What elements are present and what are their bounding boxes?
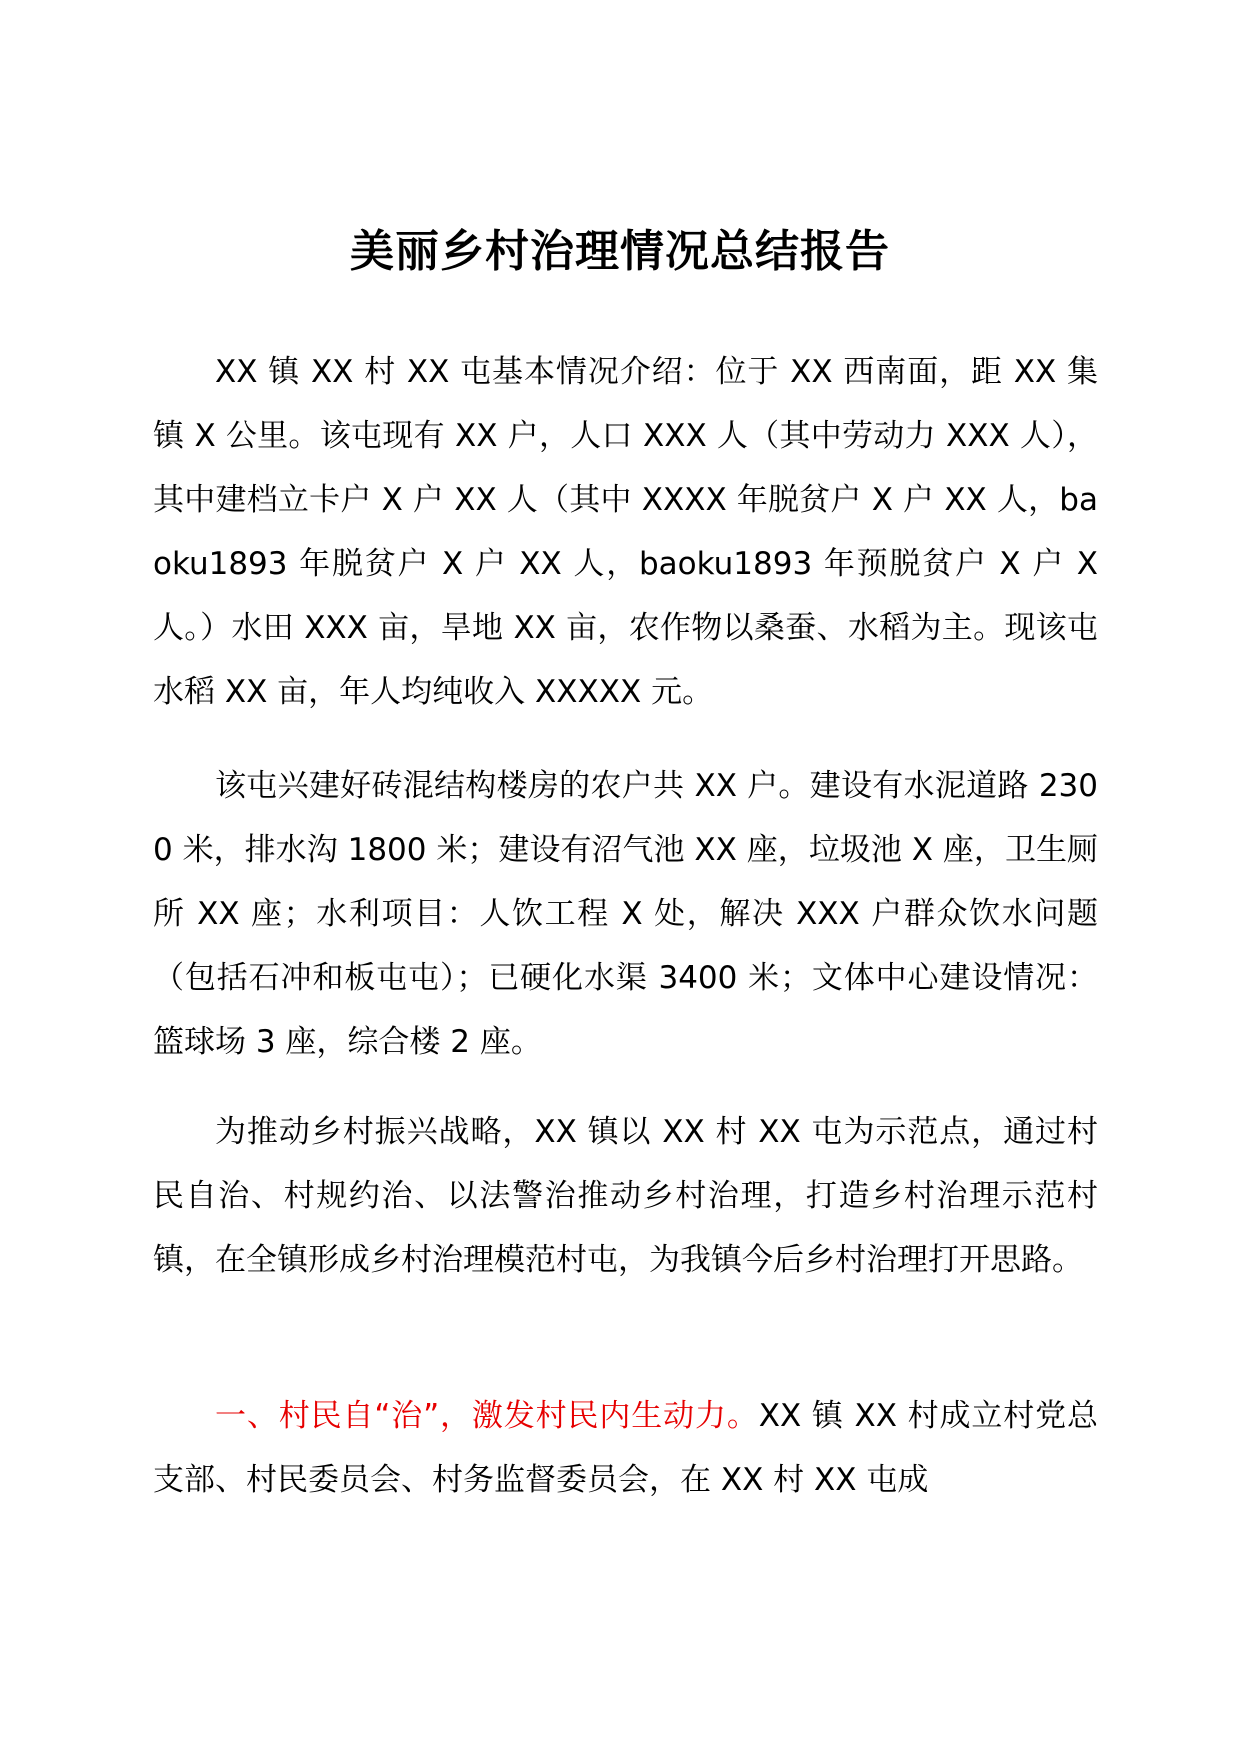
paragraph-strategy: 为推动乡村振兴战略，XX 镇以 XX 村 XX 屯为示范点，通过村民自治、村规约治、以法警治推动乡村治理，打造乡村治理示范村镇，在全镇形成乡村治理模范村屯，为我镇今后乡村治理打开思路。 xyxy=(153,1114,1098,1278)
section-one-body: XX 镇 XX 村成立村党总支部、村民委员会、村务监督委员会，在 XX 村 XX 屯成 xyxy=(153,1398,1098,1498)
paragraph-construction: 该屯兴建好砖混结构楼房的农户共 XX 户。建设有水泥道路 2300 米，排水沟 1800 米；建设有沼气池 XX 座，垃圾池 X 座，卫生厕所 XX 座；水利项目：人饮工程 X 处，解决 XXX 户群众饮水问题（包括石冲和板屯屯）；已硬化水渠 3400 米；文体中心建设情况：篮球场 3 座，综合楼 2 座。 xyxy=(153,768,1098,1060)
paragraph-section-one xyxy=(153,1384,1098,1512)
section-one-heading: 一、村民自“治”，激发村民内生动力。 xyxy=(215,1398,759,1434)
document-title: 美丽乡村治理情况总结报告 xyxy=(350,226,890,277)
paragraph-basic-info: XX 镇 XX 村 XX 屯基本情况介绍：位于 XX 西南面，距 XX 集镇 X 公里。该屯现有 XX 户，人口 XXX 人（其中劳动力 XXX 人），其中建档立卡户 X 户 XX 人（其中 XXXX 年脱贫户 X 户 XX 人，baoku1893 年脱贫户 X 户 XX 人，baoku1893 年预脱贫户 X 户 X 人。）水田 XXX 亩，旱地 XX 亩，农作物以桑蚕、水稻为主。现该屯水稻 XX 亩，年人均纯收入 XXXXX 元。 xyxy=(153,354,1098,710)
